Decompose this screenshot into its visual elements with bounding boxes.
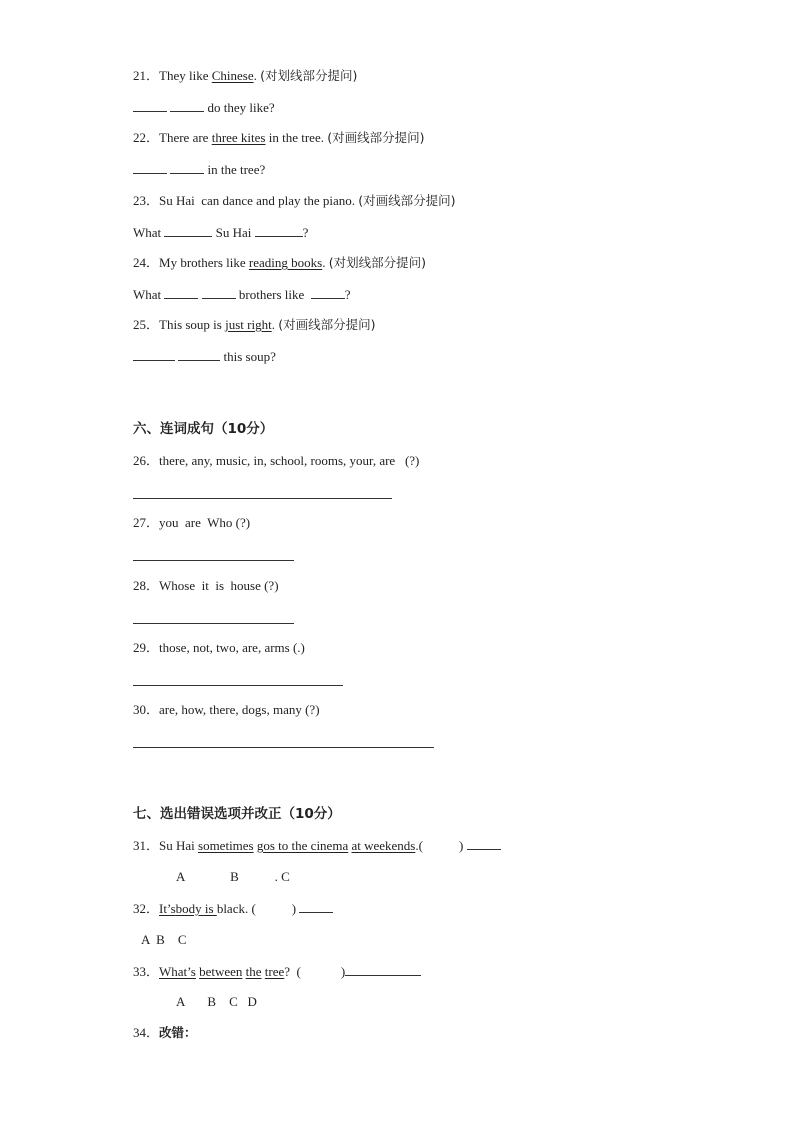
section-6-heading: 六、连词成句（10分） <box>133 421 274 437</box>
question-22: 22．There are three kites in the tree. (对画线部分提问) <box>133 130 425 145</box>
question-30: 30．are, how, there, dogs, many (?) <box>133 702 320 717</box>
question-31: 31．Su Hai sometimes gos to the cinema at weekends.( ) <box>133 837 501 854</box>
question-28: 28．Whose it is house (?) <box>133 578 279 593</box>
answer-25[interactable]: this soup? <box>133 348 276 365</box>
answer-line-28[interactable] <box>133 623 294 624</box>
options-31: A B . C <box>176 869 290 884</box>
question-27: 27．you are Who (?) <box>133 515 251 530</box>
question-33: 33．What’s between the tree? ( ) <box>133 963 421 980</box>
correction-blank[interactable] <box>345 963 421 976</box>
question-34: 34．改错： <box>133 1025 197 1040</box>
answer-23[interactable]: What Su Hai ? <box>133 225 309 240</box>
blank[interactable] <box>164 224 212 237</box>
answer-line-30[interactable] <box>133 747 434 748</box>
answer-line-26[interactable] <box>133 498 392 499</box>
blank[interactable] <box>311 286 345 299</box>
question-29: 29．those, not, two, are, arms (.) <box>133 640 305 655</box>
answer-21[interactable]: do they like? <box>133 99 275 116</box>
question-26: 26．there, any, music, in, school, rooms, your, are (?) <box>133 453 420 468</box>
blank[interactable] <box>164 286 198 299</box>
blank[interactable] <box>133 348 175 361</box>
correction-blank[interactable] <box>467 837 501 850</box>
blank[interactable] <box>133 99 167 112</box>
question-23: 23．Su Hai can dance and play the piano. (对画线部分提问) <box>133 193 456 208</box>
blank[interactable] <box>178 348 220 361</box>
question-24: 24．My brothers like reading books. (对划线部分提问) <box>133 255 426 270</box>
section-7-heading: 七、选出错误选项并改正（10分） <box>133 806 341 822</box>
blank[interactable] <box>170 99 204 112</box>
correction-blank[interactable] <box>299 900 333 913</box>
question-21: 21．They like Chinese. (对划线部分提问) <box>133 68 358 83</box>
question-25: 25．This soup is just right. (对画线部分提问) <box>133 317 376 332</box>
question-32: 32．It’sbody is black. ( ) <box>133 900 333 917</box>
answer-line-29[interactable] <box>133 685 343 686</box>
options-33: A B C D <box>176 994 257 1009</box>
answer-24[interactable]: What brothers like ? <box>133 287 351 302</box>
blank[interactable] <box>202 286 236 299</box>
blank[interactable] <box>170 161 204 174</box>
options-32: A B C <box>141 932 187 947</box>
answer-line-27[interactable] <box>133 560 294 561</box>
blank[interactable] <box>133 161 167 174</box>
blank[interactable] <box>255 224 303 237</box>
answer-22[interactable]: in the tree? <box>133 161 265 178</box>
